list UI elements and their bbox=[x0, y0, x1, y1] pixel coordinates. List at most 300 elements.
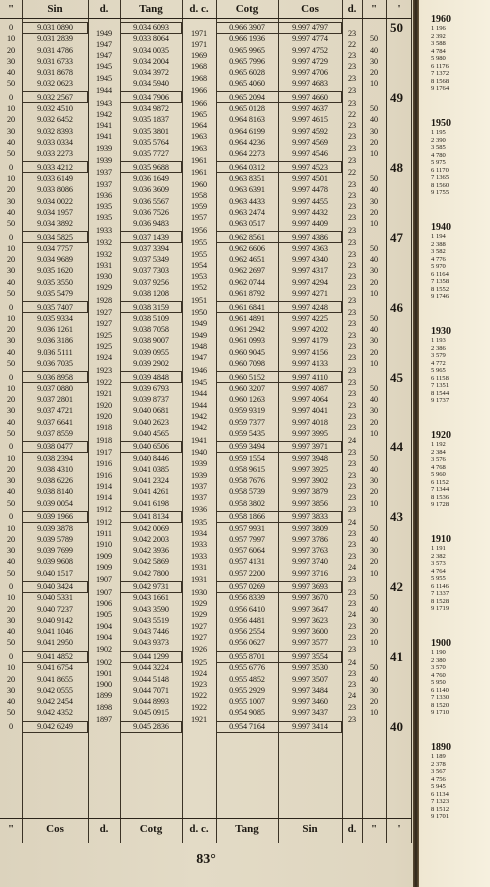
prop-parts-line: 6 1146 bbox=[431, 582, 449, 590]
seconds-cell: 50 bbox=[7, 428, 15, 438]
cotg-value: 0.962 8561 bbox=[229, 232, 265, 242]
tang-value: 9.037 1439 bbox=[133, 232, 169, 242]
prop-parts-block bbox=[431, 222, 487, 301]
common-difference: 1971 bbox=[191, 28, 207, 38]
seconds-cell: 0 bbox=[9, 23, 13, 32]
sin-value: 9.038 0477 bbox=[37, 442, 73, 452]
prop-parts-line: 6 1158 bbox=[431, 374, 449, 382]
cos-value: 9.997 4041 bbox=[292, 406, 328, 416]
cos-difference: 23 bbox=[348, 599, 356, 609]
cotg-value: 0.957 6064 bbox=[229, 546, 265, 556]
sec-complement-cell: 20 bbox=[370, 347, 378, 357]
cos-difference: 23 bbox=[348, 51, 356, 61]
sin-value: 9.042 6249 bbox=[37, 722, 73, 731]
tang-value: 9.041 0385 bbox=[133, 464, 169, 474]
cotg-value: 0.966 3907 bbox=[229, 23, 265, 32]
prop-parts-line: 8 1512 bbox=[431, 805, 450, 813]
sin-difference: 1904 bbox=[96, 632, 112, 642]
sin-difference: 1923 bbox=[96, 365, 112, 375]
cos-value: 9.997 3740 bbox=[292, 557, 328, 567]
cos-difference: 23 bbox=[348, 632, 356, 642]
prop-parts-line: 8 1560 bbox=[431, 181, 450, 189]
prop-parts-line: 9 1710 bbox=[431, 709, 450, 716]
sin-value: 9.036 8958 bbox=[37, 372, 73, 382]
prop-parts-line: 3 585 bbox=[431, 144, 446, 151]
common-difference: 1948 bbox=[191, 341, 207, 351]
d-footer: d. bbox=[99, 823, 109, 835]
tang-value: 9.036 1649 bbox=[133, 174, 169, 184]
sin-value: 9.041 1046 bbox=[37, 627, 73, 637]
cotg-value: 0.962 6606 bbox=[229, 243, 265, 253]
cos-difference: 23 bbox=[348, 587, 356, 597]
minute-label: 48 bbox=[390, 159, 403, 175]
sin-difference: 1939 bbox=[96, 143, 112, 153]
common-difference: 1933 bbox=[191, 551, 207, 561]
sin-difference: 1932 bbox=[96, 238, 112, 248]
common-difference: 1965 bbox=[191, 109, 207, 119]
common-difference: 1951 bbox=[191, 295, 207, 305]
prop-parts-line: 4 780 bbox=[431, 151, 446, 159]
prop-parts-line: 7 1323 bbox=[431, 798, 450, 805]
sin-difference: 1912 bbox=[96, 517, 112, 527]
prop-parts-line: 8 1568 bbox=[431, 77, 450, 85]
common-difference: 1944 bbox=[191, 389, 207, 399]
seconds-cell: 0 bbox=[9, 232, 13, 242]
sin-difference: 1925 bbox=[96, 341, 112, 351]
common-difference: 1947 bbox=[191, 353, 207, 363]
prop-parts-line: 6 1140 bbox=[431, 686, 449, 694]
sec-complement-cell: 40 bbox=[370, 45, 378, 55]
sin-value: 9.034 5825 bbox=[37, 232, 73, 242]
sec-complement-cell: 20 bbox=[370, 137, 378, 147]
prop-parts-line: 3 573 bbox=[431, 560, 446, 567]
cos-difference: 23 bbox=[348, 73, 356, 83]
seconds-cell: 10 bbox=[7, 383, 15, 393]
common-difference: 1934 bbox=[191, 529, 207, 539]
tang-value: 9.044 1299 bbox=[133, 652, 169, 662]
cos-difference: 23 bbox=[348, 213, 356, 223]
tang-value: 9.035 1837 bbox=[133, 115, 169, 125]
cos-difference: 23 bbox=[348, 411, 356, 421]
common-difference: 1927 bbox=[191, 621, 207, 631]
prop-parts-line: 3 588 bbox=[431, 40, 446, 47]
seconds-cell: 20 bbox=[7, 115, 15, 125]
common-difference: 1959 bbox=[191, 202, 207, 212]
sin-value: 9.032 0623 bbox=[37, 79, 73, 89]
seconds-cell: 50 bbox=[7, 358, 15, 368]
prop-parts-block bbox=[431, 118, 487, 197]
cos-value: 9.997 3693 bbox=[292, 582, 328, 592]
sin-value: 9.033 0334 bbox=[37, 137, 73, 147]
cos-difference: 24 bbox=[348, 610, 356, 620]
cos-value: 9.997 4064 bbox=[292, 395, 328, 404]
cos-value: 9.997 4729 bbox=[292, 56, 328, 66]
sec-complement-cell: 10 bbox=[370, 219, 378, 229]
cos-difference: 23 bbox=[348, 529, 356, 539]
cotg-value: 0.956 6410 bbox=[229, 604, 265, 614]
cos-difference: 23 bbox=[348, 378, 356, 388]
cotg-value: 0.957 0269 bbox=[229, 582, 265, 592]
seconds-cell: 40 bbox=[7, 347, 15, 357]
cos-value: 9.997 4202 bbox=[292, 325, 328, 335]
sin-value: 9.040 7237 bbox=[37, 604, 73, 614]
cotg-value: 0.958 9615 bbox=[229, 464, 265, 474]
cos-value: 9.997 4569 bbox=[292, 137, 328, 147]
common-difference: 1936 bbox=[191, 505, 207, 515]
sec-footer: " bbox=[7, 823, 15, 835]
tang-value: 9.042 5869 bbox=[133, 557, 169, 567]
seconds-cell: 30 bbox=[7, 126, 15, 136]
sin-value: 9.038 8140 bbox=[37, 487, 73, 497]
seconds-cell: 0 bbox=[9, 162, 13, 172]
common-difference: 1925 bbox=[191, 657, 207, 667]
cos-difference: 23 bbox=[348, 715, 356, 725]
cos-difference: 23 bbox=[348, 668, 356, 678]
cotg-value: 0.962 4651 bbox=[229, 255, 265, 265]
cos-difference: 23 bbox=[348, 121, 356, 131]
sec-complement-cell: 20 bbox=[370, 487, 378, 497]
tang-value: 9.034 6093 bbox=[133, 23, 169, 32]
tang-value: 9.043 1661 bbox=[133, 593, 169, 603]
seconds-cell: 30 bbox=[7, 56, 15, 66]
min-header: ' bbox=[397, 3, 401, 15]
sec-complement-cell: 10 bbox=[370, 149, 378, 159]
sin-value: 9.037 4721 bbox=[37, 406, 73, 416]
sec-complement-cell: 20 bbox=[370, 277, 378, 287]
cotg-value: 0.960 3207 bbox=[229, 383, 265, 393]
prop-parts-block bbox=[431, 326, 487, 405]
sin-value: 9.032 2567 bbox=[37, 92, 73, 102]
sin-difference: 1906 bbox=[96, 599, 112, 609]
tang-value: 9.036 5567 bbox=[133, 196, 169, 206]
seconds-cell: 10 bbox=[7, 453, 15, 463]
sin-value: 9.039 7699 bbox=[37, 546, 73, 556]
seconds-cell: 10 bbox=[7, 34, 15, 44]
seconds-cell: 50 bbox=[7, 638, 15, 648]
cos-value: 9.997 3670 bbox=[292, 593, 328, 603]
cos-value: 9.997 3971 bbox=[292, 442, 328, 452]
sec-complement-cell: 30 bbox=[370, 126, 378, 136]
sin-value: 9.037 8559 bbox=[37, 428, 73, 438]
prop-parts-line: 6 1152 bbox=[431, 478, 449, 486]
prop-parts-line: 8 1536 bbox=[431, 493, 450, 501]
common-difference: 1944 bbox=[191, 400, 207, 410]
cotg-value: 0.954 9085 bbox=[229, 708, 265, 718]
cos-value: 9.997 4615 bbox=[292, 115, 328, 125]
seconds-cell: 20 bbox=[7, 185, 15, 195]
prop-parts-line: 4 784 bbox=[431, 47, 446, 55]
prop-parts-title: 1940 bbox=[431, 222, 451, 233]
sec-complement-cell: 20 bbox=[370, 697, 378, 707]
sin-difference: 1941 bbox=[96, 121, 112, 131]
sin-difference: 1918 bbox=[96, 423, 112, 433]
sin-difference: 1922 bbox=[96, 378, 112, 388]
tang-value: 9.043 9373 bbox=[133, 638, 169, 648]
sec-complement-cell: 30 bbox=[370, 336, 378, 346]
common-difference: 1960 bbox=[191, 179, 207, 189]
sin-value: 9.035 3550 bbox=[37, 277, 73, 287]
sin-difference: 1920 bbox=[96, 400, 112, 410]
sin-value: 9.033 2273 bbox=[37, 149, 73, 159]
prop-parts-line: 1 189 bbox=[431, 753, 446, 760]
minute-label: 50 bbox=[390, 20, 403, 35]
cos-value: 9.997 3577 bbox=[292, 638, 328, 648]
minute-label: 44 bbox=[390, 439, 403, 455]
cos-value: 9.997 4409 bbox=[292, 219, 328, 229]
seconds-cell: 50 bbox=[7, 79, 15, 89]
cotg-value: 0.965 2094 bbox=[229, 92, 265, 102]
cos-difference: 23 bbox=[348, 132, 356, 142]
common-difference: 1966 bbox=[191, 86, 207, 96]
cotg-value: 0.959 1554 bbox=[229, 453, 265, 463]
sin-difference: 1914 bbox=[96, 481, 112, 491]
prop-parts-line: 3 567 bbox=[431, 768, 446, 775]
tang-value: 9.034 5940 bbox=[133, 79, 169, 89]
common-difference: 1955 bbox=[191, 249, 207, 259]
sin-difference: 1899 bbox=[96, 691, 112, 701]
cos-difference: 23 bbox=[348, 202, 356, 212]
sin-difference: 1944 bbox=[96, 86, 112, 96]
sin-value: 9.032 8393 bbox=[37, 126, 73, 136]
common-difference: 1954 bbox=[191, 260, 207, 270]
sec-complement-cell: 50 bbox=[370, 34, 378, 44]
sin-difference: 1905 bbox=[96, 610, 112, 620]
common-difference: 1961 bbox=[191, 155, 207, 165]
cos-difference: 24 bbox=[348, 691, 356, 701]
sin-difference: 1901 bbox=[96, 668, 112, 678]
sec-complement-cell: 50 bbox=[370, 174, 378, 184]
sin-difference: 1932 bbox=[96, 249, 112, 259]
prop-parts-line: 5 945 bbox=[431, 783, 446, 790]
cotg-value: 0.963 8351 bbox=[229, 174, 265, 184]
sec2-footer: " bbox=[370, 823, 378, 835]
cotg-value: 0.959 7377 bbox=[229, 417, 265, 427]
cotg-value: 0.962 0744 bbox=[229, 277, 265, 287]
sin-value: 9.036 1261 bbox=[37, 325, 73, 335]
cos-difference: 22 bbox=[348, 109, 356, 119]
sin-value: 9.035 1620 bbox=[37, 266, 73, 276]
cotg-value: 0.964 6199 bbox=[229, 126, 265, 136]
dc-header: d. c. bbox=[189, 3, 209, 15]
common-difference: 1922 bbox=[191, 691, 207, 701]
seconds-cell: 0 bbox=[9, 722, 13, 731]
tang-value: 9.038 1208 bbox=[133, 288, 169, 298]
seconds-cell: 20 bbox=[7, 45, 15, 55]
cos-value: 9.997 4501 bbox=[292, 174, 328, 184]
tang-value: 9.035 5764 bbox=[133, 137, 169, 147]
sin-difference: 1907 bbox=[96, 587, 112, 597]
sin-difference: 1897 bbox=[96, 715, 112, 725]
sin-difference: 1916 bbox=[96, 459, 112, 469]
sin-value: 9.031 4786 bbox=[37, 45, 73, 55]
tang-value: 9.034 2004 bbox=[133, 56, 169, 66]
prop-parts-title: 1900 bbox=[431, 638, 451, 649]
sin-value: 9.035 5479 bbox=[37, 288, 73, 298]
common-difference: 1945 bbox=[191, 378, 207, 388]
prop-parts-line: 1 196 bbox=[431, 25, 446, 32]
cos-difference: 23 bbox=[348, 680, 356, 690]
cos-value: 9.997 4752 bbox=[292, 45, 328, 55]
sin-value: 9.039 1966 bbox=[37, 512, 73, 522]
tang-value: 9.044 3224 bbox=[133, 663, 169, 673]
tang-value: 9.042 9731 bbox=[133, 582, 169, 592]
minute-label: 47 bbox=[390, 229, 403, 245]
seconds-cell: 20 bbox=[7, 255, 15, 265]
sin-difference: 1911 bbox=[96, 529, 112, 539]
sin-value: 9.031 8678 bbox=[37, 68, 73, 77]
seconds-cell: 10 bbox=[7, 313, 15, 323]
sin-difference: 1918 bbox=[96, 435, 112, 445]
cos-difference: 23 bbox=[348, 493, 356, 503]
cos-value: 9.997 4018 bbox=[292, 417, 328, 427]
cos-difference: 23 bbox=[348, 400, 356, 410]
cos-value: 9.997 3995 bbox=[292, 428, 328, 438]
prop-parts-line: 9 1746 bbox=[431, 293, 450, 300]
cotg-value: 0.963 2474 bbox=[229, 207, 265, 217]
sin-value: 9.039 0054 bbox=[37, 498, 73, 508]
tang-value: 9.035 9688 bbox=[133, 162, 169, 172]
seconds-cell: 0 bbox=[9, 372, 13, 382]
sec-complement-cell: 20 bbox=[370, 627, 378, 637]
cos-value: 9.997 4455 bbox=[292, 196, 328, 206]
prop-parts-line: 4 756 bbox=[431, 775, 446, 783]
sec-complement-cell: 30 bbox=[370, 56, 378, 66]
sin-value: 9.034 0022 bbox=[37, 196, 73, 206]
prop-parts-line: 7 1358 bbox=[431, 278, 450, 285]
common-difference: 1942 bbox=[191, 423, 207, 433]
common-difference: 1961 bbox=[191, 168, 207, 178]
common-difference: 1939 bbox=[191, 470, 207, 480]
cos-value: 9.997 3763 bbox=[292, 546, 328, 556]
cos-value: 9.997 4478 bbox=[292, 185, 328, 195]
prop-parts-line: 6 1170 bbox=[431, 166, 449, 174]
sec-complement-cell: 30 bbox=[370, 196, 378, 206]
cotg-value: 0.964 0312 bbox=[229, 162, 265, 172]
sin-value: 9.041 6754 bbox=[37, 663, 73, 673]
cos-difference: 23 bbox=[348, 459, 356, 469]
sin-value: 9.040 3424 bbox=[37, 582, 73, 592]
prop-parts-line: 4 764 bbox=[431, 567, 446, 575]
cos-difference: 23 bbox=[348, 448, 356, 458]
prop-parts-line: 1 190 bbox=[431, 649, 446, 656]
sin-difference: 1941 bbox=[96, 132, 112, 142]
common-difference: 1939 bbox=[191, 459, 207, 469]
cotg-value: 0.960 7098 bbox=[229, 358, 265, 368]
cos-value: 9.997 4087 bbox=[292, 383, 328, 393]
sec-complement-cell: 40 bbox=[370, 464, 378, 474]
seconds-cell: 50 bbox=[7, 219, 15, 229]
common-difference: 1958 bbox=[191, 190, 207, 200]
cos-difference: 23 bbox=[348, 505, 356, 515]
cos-value: 9.997 4363 bbox=[292, 243, 328, 253]
seconds-cell: 10 bbox=[7, 104, 15, 114]
sin-value: 9.033 6149 bbox=[37, 174, 73, 184]
cos-difference: 23 bbox=[348, 155, 356, 165]
prop-parts-title: 1950 bbox=[431, 118, 451, 129]
cos-value: 9.997 3856 bbox=[292, 498, 328, 508]
sin-value: 9.034 3892 bbox=[37, 219, 73, 229]
sin-difference: 1920 bbox=[96, 411, 112, 421]
tang-value: 9.039 6793 bbox=[133, 383, 169, 393]
sin-difference: 1943 bbox=[96, 98, 112, 108]
sin-difference: 1910 bbox=[96, 540, 112, 550]
cotg-value: 0.954 7164 bbox=[229, 722, 265, 731]
sin-difference: 1902 bbox=[96, 657, 112, 667]
cotg-value: 0.957 9931 bbox=[229, 523, 265, 533]
cos-value: 9.997 3948 bbox=[292, 453, 328, 463]
cos-difference: 23 bbox=[348, 179, 356, 189]
prop-parts-line: 2 390 bbox=[431, 136, 446, 144]
cotg-value: 0.956 0627 bbox=[229, 638, 265, 648]
sin-value: 9.041 8655 bbox=[37, 674, 73, 684]
cos-difference: 23 bbox=[348, 225, 356, 235]
sin-difference: 1929 bbox=[96, 283, 112, 293]
seconds-cell: 50 bbox=[7, 568, 15, 578]
common-difference: 1950 bbox=[191, 308, 207, 318]
prop-parts-block bbox=[431, 14, 487, 93]
common-difference: 1942 bbox=[191, 411, 207, 421]
sin-value: 9.034 7757 bbox=[37, 243, 73, 253]
prop-parts-line: 1 191 bbox=[431, 545, 446, 552]
tang-value: 9.038 5109 bbox=[133, 313, 169, 323]
prop-parts-line: 5 950 bbox=[431, 679, 446, 686]
sec-complement-cell: 10 bbox=[370, 568, 378, 578]
sin-difference: 1928 bbox=[96, 295, 112, 305]
seconds-cell: 0 bbox=[9, 302, 13, 312]
minute-label: 40 bbox=[390, 719, 403, 734]
sec-complement-cell: 50 bbox=[370, 663, 378, 673]
d-header: d. bbox=[99, 3, 109, 15]
prop-parts-line: 6 1164 bbox=[431, 270, 449, 278]
cos-difference: 23 bbox=[348, 330, 356, 340]
prop-parts-line: 7 1337 bbox=[431, 590, 450, 597]
sin-difference: 1947 bbox=[96, 51, 112, 61]
tang-value: 9.034 7906 bbox=[133, 92, 169, 102]
sec-complement-cell: 20 bbox=[370, 557, 378, 567]
cos-value: 9.997 3554 bbox=[292, 652, 328, 662]
cotg-value: 0.958 3802 bbox=[229, 498, 265, 508]
cotg-value: 0.965 9965 bbox=[229, 45, 265, 55]
cos-value: 9.997 3809 bbox=[292, 523, 328, 533]
sin-difference: 1949 bbox=[96, 28, 112, 38]
cos-difference: 23 bbox=[348, 283, 356, 293]
seconds-cell: 30 bbox=[7, 685, 15, 695]
sin-value: 9.035 7407 bbox=[37, 302, 73, 312]
cotg-value: 0.959 3494 bbox=[229, 442, 265, 452]
sin-difference: 1945 bbox=[96, 62, 112, 72]
sin-difference: 1917 bbox=[96, 448, 112, 458]
common-difference: 1930 bbox=[191, 587, 207, 597]
prop-parts-line: 9 1701 bbox=[431, 813, 450, 820]
tang-value: 9.042 0069 bbox=[133, 523, 169, 533]
sin-value: 9.031 6733 bbox=[37, 56, 73, 66]
header-rule bbox=[0, 18, 412, 19]
sin-value: 9.037 6641 bbox=[37, 417, 73, 427]
cos-value: 9.997 4340 bbox=[292, 255, 328, 265]
tang-value: 9.041 6198 bbox=[133, 498, 169, 508]
cos-value: 9.997 4271 bbox=[292, 288, 328, 298]
prop-parts-line: 9 1755 bbox=[431, 189, 450, 196]
sec-complement-cell: 40 bbox=[370, 255, 378, 265]
cos-difference: 24 bbox=[348, 562, 356, 572]
seconds-cell: 40 bbox=[7, 68, 15, 77]
cotg-value: 0.962 2697 bbox=[229, 266, 265, 276]
cos-value: 9.997 4386 bbox=[292, 232, 328, 242]
prop-parts-line: 1 192 bbox=[431, 441, 446, 448]
sin-difference: 1937 bbox=[96, 179, 112, 189]
common-difference: 1963 bbox=[191, 132, 207, 142]
minute-label: 41 bbox=[390, 649, 403, 665]
